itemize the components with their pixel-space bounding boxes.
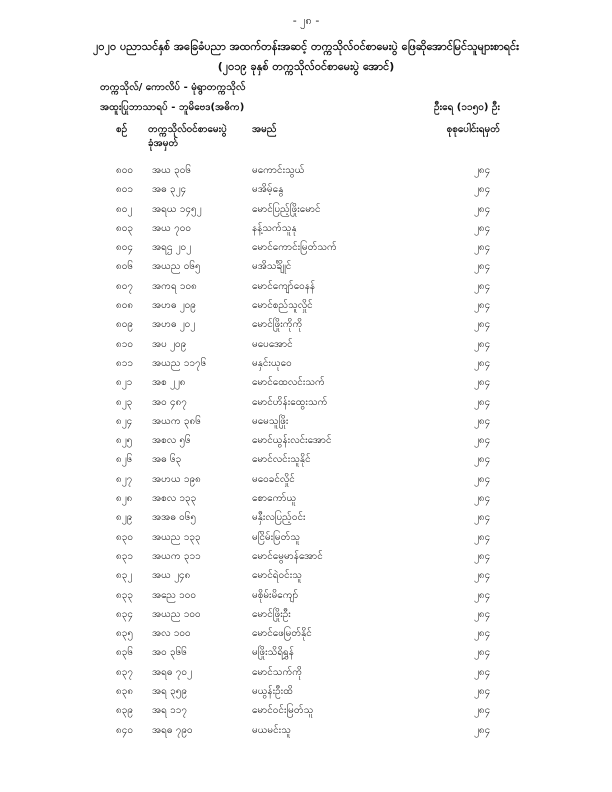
table-row: [0, 507, 612, 526]
student-name: မောင်ဟိန်းထွေးသက်: [252, 396, 328, 408]
row-number: ၈၂၄: [116, 415, 133, 427]
student-name: မနှင်းယုဝေ: [252, 357, 292, 369]
student-name: မောင်ဖေမြတ်နိုင်: [252, 628, 312, 640]
roll-number: အဟယ ၁၉၈: [152, 473, 201, 485]
roll-number: အကရ ၁၀၈: [152, 280, 197, 292]
total-marks: ၂၈၄: [474, 724, 491, 736]
table-row: [0, 623, 612, 642]
roll-number: အဟဓ ၂၀၉: [152, 300, 196, 312]
row-number: ၈၁၁: [116, 357, 133, 369]
total-marks: ၂၈၄: [474, 396, 491, 408]
total-marks: ၂၈၄: [474, 608, 491, 620]
table-row: [0, 237, 612, 256]
roll-number: အဓ ၆၃: [152, 454, 182, 466]
table-row: [0, 527, 612, 546]
table-row: [0, 565, 612, 584]
roll-number: အယ ၂၄၈: [152, 570, 191, 582]
student-name: မောင်စည်သူလှိုင်: [252, 300, 313, 312]
table-row: [0, 411, 612, 430]
total-marks: ၂၈၄: [474, 435, 491, 447]
table-row: [0, 314, 612, 333]
document-subtitle: (၂၀၁၉ ခုနှစ် တက္ကသိုလ်ဝင်စာမေးပွဲ အောင်): [217, 60, 395, 73]
total-marks: ၂၈၄: [474, 473, 491, 485]
row-number: ၈၃၆: [116, 647, 133, 659]
row-number: ၈၄၀: [116, 724, 133, 736]
student-name: မဝေခင်လှိုင်: [252, 473, 295, 485]
student-name: မောင်ကောင်းမြတ်သက်: [252, 242, 337, 254]
student-name: မောင်ဝင်းမြတ်သူ: [252, 705, 314, 717]
header-exam: တက္ကသိုလ်ဝင်စာမေးပွဲ: [148, 124, 227, 135]
total-marks: ၂၈၄: [474, 531, 491, 543]
total-marks: ၂၈၄: [474, 705, 491, 717]
roll-number: အစလ ၅၆: [152, 435, 191, 447]
student-name: မောင်ပြည့်ဖြိုးမောင်: [252, 203, 321, 215]
row-number: ၈၀၈: [116, 300, 134, 312]
table-row: [0, 546, 612, 565]
row-number: ၈၂၉: [116, 512, 133, 524]
total-marks: ၂၈၄: [474, 628, 491, 640]
roll-number: အယ ၇၀၀: [152, 222, 191, 234]
total-marks: ၂၈၄: [474, 203, 491, 215]
total-marks: ၂၈၄: [474, 686, 491, 698]
roll-number: အယ ၃၀၆: [152, 165, 191, 176]
table-row: [0, 604, 612, 623]
student-name: မယမင်းသူ: [252, 724, 291, 736]
total-marks: ၂၈၄: [474, 222, 491, 234]
table-row: [0, 720, 612, 739]
row-number: ၈၃၂: [116, 570, 133, 582]
student-name: စောကော်ယူ: [252, 493, 297, 505]
table-header: [0, 122, 612, 152]
student-name: မောင်မွေမာန်အောင်: [252, 550, 323, 562]
student-name: မစိုမ်းမိကျော်: [252, 589, 299, 601]
table-row: [0, 218, 612, 237]
student-name: မအိမ့်နွေ: [252, 184, 284, 196]
major-line: အထူးပြုဘာသာရပ် - ဘူမိဗေဒ(အဓိက): [100, 102, 245, 113]
roll-number: အစလ ၁၃၃: [152, 493, 197, 505]
row-number: ၈၀၂: [116, 203, 133, 215]
results-table: [0, 160, 612, 739]
row-number: ၈၃၀: [116, 531, 133, 543]
student-name: မောင်ယွန်းလင်းအောင်: [252, 435, 332, 447]
roll-number: အယည ၀၆၅: [152, 261, 201, 273]
student-name: မောင်ဖြိုးကိုကို: [252, 319, 303, 331]
student-name: မငြိမ်းမြတ်သူ: [252, 531, 300, 543]
row-number: ၈၂၆: [116, 454, 133, 466]
roll-number: အစ ၂၂၈: [152, 377, 186, 389]
total-marks: ၂၈၄: [474, 319, 491, 331]
roll-number: အရယ ၁၄၅၂: [152, 203, 202, 215]
total-marks: ၂၈၄: [474, 338, 491, 350]
table-row: [0, 585, 612, 604]
document-title: ၂၀၂၀ ပညာသင်နှစ် အခြေခံပညာ အထက်တန်းအဆင့် တက္ကသိုလ်ဝင်စာမေးပွဲ ဖြေဆိုအောင်မြင်သူများစာရင်း: [93, 40, 519, 53]
row-number: ၈၀၆: [116, 261, 133, 273]
table-row: [0, 160, 612, 179]
student-name: မောင်ရဲဝင်းသူ: [252, 570, 302, 582]
header-no: စဉ်: [116, 124, 128, 135]
roll-number: အရ ၃၅၉: [152, 686, 187, 698]
row-number: ၈၃၁: [116, 550, 133, 562]
student-name: မပေအောင်: [252, 338, 293, 350]
table-row: [0, 353, 612, 372]
row-number: ၈၀၄: [116, 242, 133, 254]
total-marks: ၂၈၄: [474, 415, 491, 427]
table-row: [0, 179, 612, 198]
total-marks: ၂၈၄: [474, 165, 491, 176]
table-row: [0, 681, 612, 700]
roll-number: အယည ၁၃၃: [152, 531, 201, 543]
table-row: [0, 430, 612, 449]
roll-number: အရဌ ၂၀၂: [152, 242, 192, 254]
total-marks: ၂၈၄: [474, 377, 491, 389]
row-number: ၈၃၇: [116, 666, 133, 678]
roll-number: အပ ၂၀၉: [152, 338, 187, 350]
total-marks: ၂၈၄: [474, 242, 491, 254]
table-row: [0, 662, 612, 681]
roll-number: အလ ၁၀၀: [152, 628, 191, 640]
table-row: [0, 392, 612, 411]
row-number: ၈၂၃: [116, 396, 133, 408]
table-row: [0, 469, 612, 488]
table-row: [0, 256, 612, 275]
table-row: [0, 334, 612, 353]
count-line: ဦးရေ (၁၁၅၀) ဦး: [434, 102, 500, 113]
table-row: [0, 700, 612, 719]
total-marks: ၂၈၄: [474, 454, 491, 466]
roll-number: အရဓ ၇၉၀: [152, 724, 193, 736]
student-name: မမေသူဖြိုး: [252, 415, 289, 427]
roll-number: အညေ ၁၀၀: [152, 589, 196, 601]
roll-number: အယည ၁၁၇၆: [152, 357, 207, 369]
row-number: ၈၂၇: [116, 473, 133, 485]
student-name: မောင်ကျော်ဝေနန်: [252, 280, 316, 292]
roll-number: အဝ ၃၆၆: [152, 647, 187, 659]
roll-number: အဝ ၄၈၇: [152, 396, 187, 408]
table-row: [0, 276, 612, 295]
student-name: မောင်လင်းသူနိုင်: [252, 454, 311, 466]
row-number: ၈၀၁: [116, 184, 133, 196]
total-marks: ၂၈၄: [474, 570, 491, 582]
student-name: မဖြိုးသိရိရွှန်: [252, 647, 294, 659]
row-number: ၈၃၈: [116, 686, 134, 698]
table-row: [0, 295, 612, 314]
total-marks: ၂၈၄: [474, 493, 491, 505]
roll-number: အရဓ ၇၀၂: [152, 666, 192, 678]
table-row: [0, 642, 612, 661]
total-marks: ၂၈၄: [474, 512, 491, 524]
table-row: [0, 372, 612, 391]
row-number: ၈၃၅: [116, 628, 133, 640]
row-number: ၈၂၈: [116, 493, 133, 505]
row-number: ၈၂၁: [116, 377, 133, 389]
header-marks: စုစုပေါင်းရမှတ်: [446, 124, 500, 135]
total-marks: ၂၈၄: [474, 261, 491, 273]
row-number: ၈၃၄: [116, 608, 133, 620]
roll-number: အဓ ၃၂၄: [152, 184, 187, 196]
total-marks: ၂၈၄: [474, 357, 491, 369]
row-number: ၈၃၉: [116, 705, 133, 717]
student-name: နန့်သက်သူနု: [252, 222, 297, 234]
student-name: မောင်သက်ကို: [252, 666, 303, 678]
row-number: ၈၂၅: [116, 435, 133, 447]
roll-number: အယည ၁၀၀: [152, 608, 201, 620]
roll-number: အဟဓ ၂၀၂: [152, 319, 196, 331]
total-marks: ၂၈၄: [474, 184, 491, 196]
row-number: ၈၀၀: [116, 165, 133, 176]
roll-number: အယက ၃၈၆: [152, 415, 201, 427]
total-marks: ၂၈၄: [474, 280, 491, 292]
table-row: [0, 199, 612, 218]
university-line: တက္ကသိုလ်/ ကောလိပ် - မုံရွာတက္ကသိုလ်: [100, 82, 246, 93]
header-name: အမည်: [252, 124, 277, 135]
row-number: ၈၁၀: [116, 338, 133, 350]
student-name: မအိသင်္ချိုင်: [252, 261, 292, 273]
row-number: ၈၃၃: [116, 589, 133, 601]
page-number: - ၂၈ -: [292, 14, 320, 27]
row-number: ၈၀၃: [116, 222, 133, 234]
total-marks: ၂၈၄: [474, 550, 491, 562]
student-name: မောင်ထေလင်းသက်: [252, 377, 325, 389]
total-marks: ၂၈၄: [474, 300, 491, 312]
roll-number: အအဓ ၀၆၅: [152, 512, 197, 524]
total-marks: ၂၈၄: [474, 589, 491, 601]
roll-number: အရ ၁၁၇: [152, 705, 187, 717]
table-row: [0, 449, 612, 468]
student-name: မကောင်းသွယ်: [252, 165, 305, 176]
total-marks: ၂၈၄: [474, 647, 491, 659]
student-name: မယွန်းဦးထိ: [252, 686, 293, 698]
row-number: ၈၀၇: [116, 280, 133, 292]
roll-number: အယက ၃၁၁: [152, 550, 201, 562]
student-name: မနှီးလပြည့်ဝင်း: [252, 512, 306, 524]
header-roll: ခုံအမှတ်: [148, 138, 179, 149]
student-name: မောင်ဖြိုးဦး: [252, 608, 291, 620]
row-number: ၈၀၉: [116, 319, 133, 331]
table-row: [0, 488, 612, 507]
total-marks: ၂၈၄: [474, 666, 491, 678]
